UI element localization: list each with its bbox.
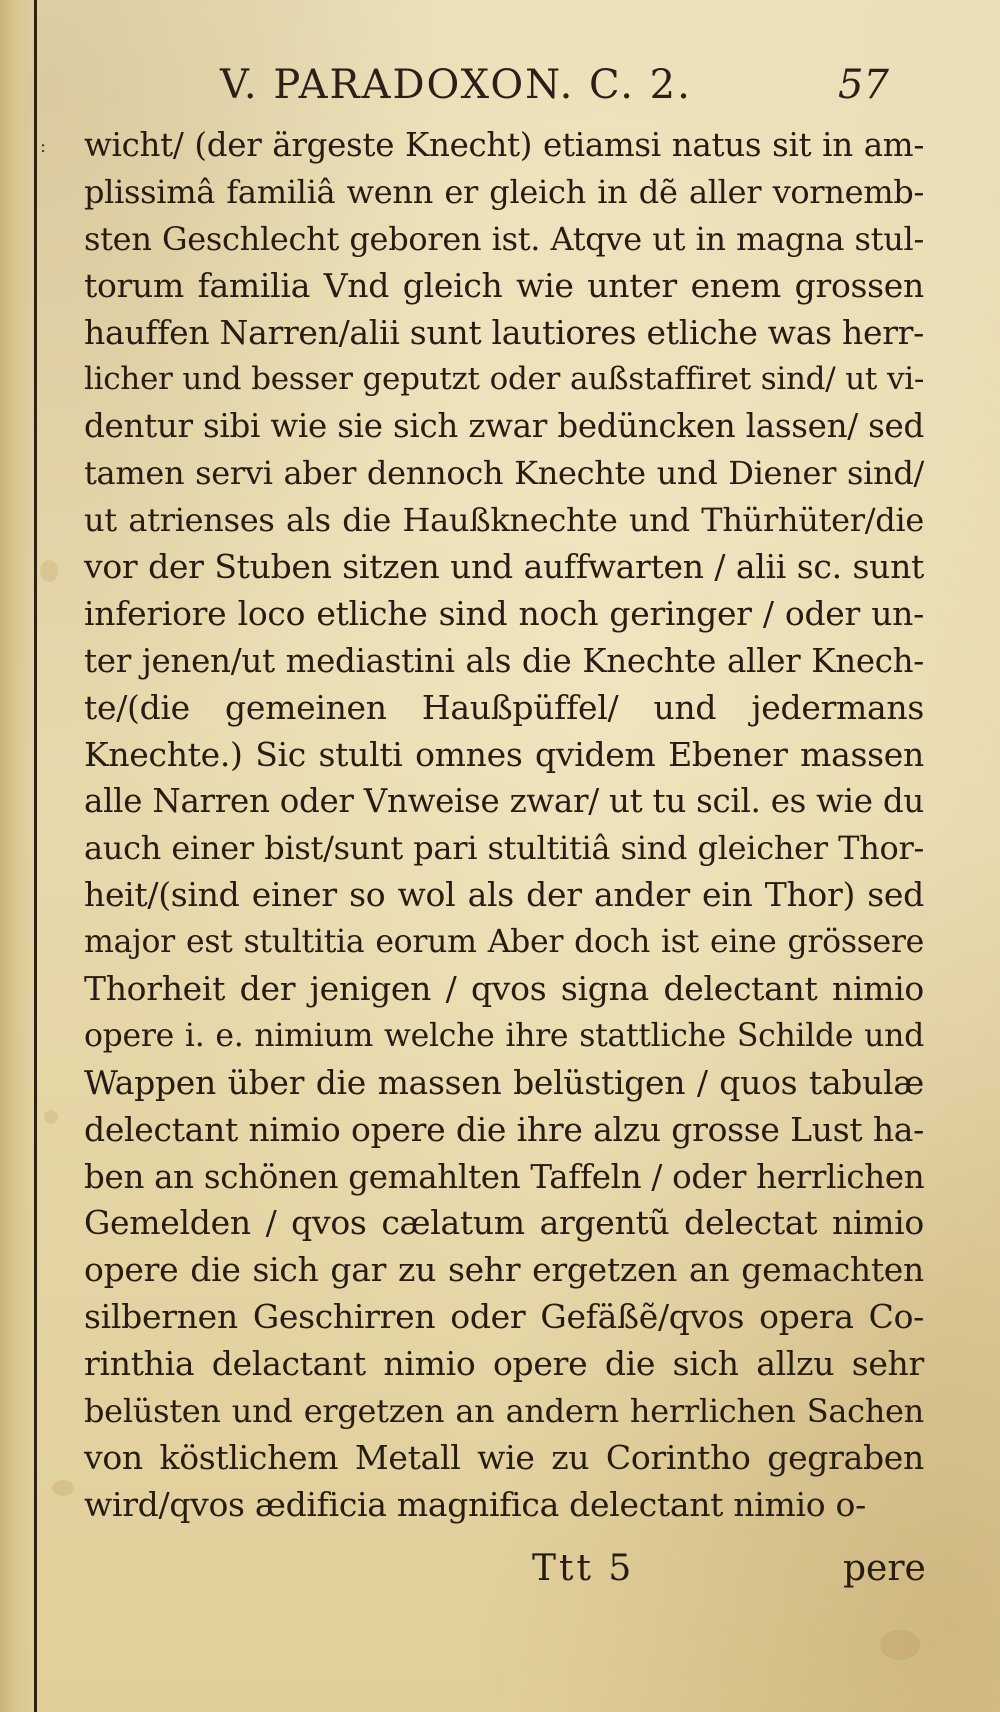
paper-stain [880,1630,920,1660]
text-line: opere die sich gar zu sehr ergetzen an gemachten [84,1250,924,1290]
text-line: inferiore loco etliche sind noch geringer / oder un- [84,593,924,633]
running-title: V. PARADOXON. C. 2. [220,62,692,108]
running-head [0,48,1000,118]
text-line: plissimâ familiâ wenn er gleich in dẽ aller vornemb- [84,172,924,211]
text-line: tamen servi aber dennoch Knechte und Diener sind/ [84,454,924,493]
text-line: dentur sibi wie sie sich zwar bedüncken lassen/ sed [84,407,924,446]
catchword: pere [843,1548,926,1589]
binding-gutter [0,0,38,1712]
text-line: ut atrienses als die Haußknechte und Thürhüter/die [84,501,924,540]
text-line: rinthia delactant nimio opere die sich allzu sehr [84,1344,924,1384]
signature-mark: Ttt 5 [532,1548,635,1589]
text-line: opere i. e. nimium welche ihre stattliche Schilde und [84,1017,924,1054]
text-line: wicht/ (der ärgeste Knecht) etiamsi natus sit in am- [84,126,924,164]
gutter-edge [34,0,37,1712]
text-line: delectant nimio opere die ihre alzu grosse Lust ha- [84,1109,924,1149]
margin-mark: : [40,136,47,157]
page-number: 57 [838,62,889,108]
text-line: belüsten und ergetzen an andern herrlichen Sachen [84,1392,924,1431]
text-line: Thorheit der jenigen / qvos signa delectant nimio [84,969,924,1009]
text-line: vor der Stuben sitzen und auffwarten / alii sc. sunt [84,547,924,587]
paper-stain [52,1480,74,1496]
text-line: torum familia Vnd gleich wie unter enem grossen [84,265,924,305]
text-line: major est stultitia eorum Aber doch ist eine grössere [84,924,924,961]
text-line: sten Geschlecht geboren ist. Atqve ut in magna stul- [84,219,924,258]
text-line: Gemelden / qvos cælatum argentũ delectat nimio [84,1203,924,1243]
text-line: wird/qvos ædificia magnifica delectant nimio o- [84,1484,866,1524]
body-text [84,122,924,1529]
text-line: alle Narren oder Vnweise zwar/ ut tu scil. es wie du [84,782,924,821]
paper-stain [44,1110,58,1124]
text-line: Wappen über die massen belüstigen / quos tabulæ [84,1062,924,1102]
text-line: licher und besser geputzt oder außstaffiret sind/ ut vi- [84,361,924,398]
paper-stain [40,560,58,582]
text-line: hauffen Narren/alii sunt lautiores etliche was herr- [84,312,924,352]
text-line: von köstlichem Metall wie zu Corintho gegraben [84,1437,924,1477]
text-line: heit/(sind einer so wol als der ander ein Thor) sed [84,875,924,915]
text-line: auch einer bist/sunt pari stultitiâ sind gleicher Thor- [84,829,924,868]
text-line: ben an schönen gemahlten Taffeln / oder herrlichen [84,1157,925,1196]
page-footer [0,1540,1000,1600]
text-line: silbernen Geschirren oder Gefäßẽ/qvos opera Co- [84,1297,924,1337]
text-line: ter jenen/ut mediastini als die Knechte aller Knech- [84,641,924,680]
text-line: te/(die gemeinen Haußpüffel/ und jedermans [84,687,924,727]
text-line: Knechte.) Sic stulti omnes qvidem Ebener massen [84,734,924,774]
